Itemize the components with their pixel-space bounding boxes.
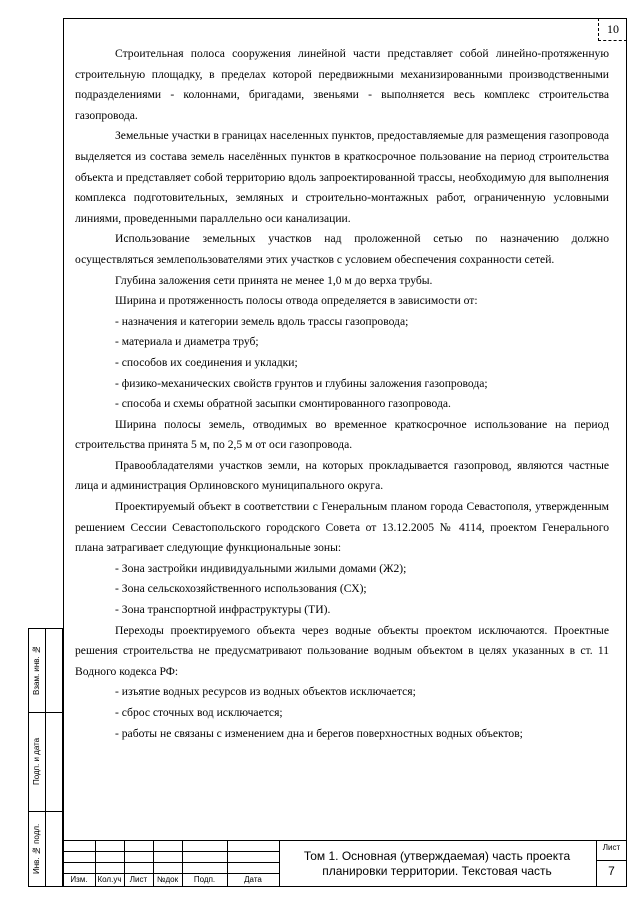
document-title-line-1: Том 1. Основная (утверждаемая) часть проекта — [303, 848, 571, 863]
side-label-podp: Подп. и дата — [32, 737, 41, 786]
list-item: - изъятие водных ресурсов из водных объектов исключается; — [115, 685, 416, 699]
document-title — [279, 840, 595, 887]
stamp-header-list: Лист — [129, 875, 148, 884]
stamp-header-koluch: Кол.уч — [97, 875, 122, 884]
sheet-number: 7 — [608, 864, 615, 878]
stamp-header-podp: Подп. — [193, 875, 216, 884]
list-item: - способов их соединения и укладки; — [115, 355, 298, 369]
stamp-grid-line — [596, 860, 627, 861]
paragraph: Ширина и протяженность полосы отвода определяется в зависимости от: — [115, 294, 478, 308]
list-item: - физико-механических свойств грунтов и глубины заложения газопровода; — [115, 376, 488, 390]
title-block-stamp — [63, 840, 627, 887]
side-stamp-value-column — [45, 628, 63, 887]
document-body — [75, 44, 609, 744]
list-item: - способа и схемы обратной засыпки смонтированного газопровода. — [115, 397, 451, 411]
stamp-header-ndok: №док — [156, 875, 179, 884]
side-stamp — [28, 628, 63, 887]
paragraph: Земельные участки в границах населенных пунктов, предоставляемые для размещения газопровода выделяется из состава земель населённых пунктов в краткосрочное пользование на период строительства объекта и представляет собой территорию вдоль запроектированной трассы, необходимую для выполнения комплекса подготовительных, земляных и строительно-монтажных работ, ограниченную условными линиями, проведенными параллельно оси канализации. — [75, 129, 609, 225]
document-title-line-2: планировки территории. Текстовая часть — [322, 863, 552, 878]
list-item: - назначения и категории земель вдоль трассы газопровода; — [115, 314, 409, 328]
page-number: 10 — [598, 18, 627, 41]
stamp-header-data: Дата — [244, 875, 262, 884]
list-item: - Зона сельскохозяйственного использования (СХ); — [115, 582, 367, 596]
paragraph: Проектируемый объект в соответствии с Генеральным планом города Севастополя, утвержденным решением Сессии Севастопольского городского Совета от 13.12.2005 № 4114, проектом Генерального плана затрагивает следующие функциональные зоны: — [75, 500, 609, 555]
paragraph: Использование земельных участков над проложенной сетью по назначению должно осуществляться землепользователями этих участков с условием обеспечения сохранности сетей. — [75, 232, 609, 266]
list-item: - Зона застройки индивидуальными жилыми домами (Ж2); — [115, 561, 407, 575]
paragraph: Правообладателями участков земли, на которых прокладывается газопровод, являются частные лица и администрация Орлиновского муниципального округа. — [75, 458, 609, 493]
paragraph: Ширина полосы земель, отводимых во временное краткосрочное использование на период строительства принята 5 м, по 2,5 м от оси газопровода. — [75, 417, 609, 452]
list-item: - Зона транспортной инфраструктуры (ТИ). — [115, 603, 331, 617]
paragraph: Строительная полоса сооружения линейной части представляет собой линейно-протяженную строительную площадку, в пределах которой передвижными механизированными производственными подразделениями - колоннами, бригадами, звеньями - выполняется весь комплекс строительства газопровода. — [75, 47, 609, 122]
list-item: - материала и диаметра труб; — [115, 335, 259, 349]
list-item: - работы не связаны с изменением дна и берегов поверхностных водных объектов; — [115, 726, 523, 740]
sheet-label: Лист — [602, 843, 621, 852]
stamp-header-izm: Изм. — [70, 875, 88, 884]
side-label-vzam: Взам. инв. № — [32, 645, 41, 695]
paragraph: Глубина заложения сети принята не менее 1,0 м до верха трубы. — [115, 273, 433, 287]
side-stamp-divider — [28, 712, 63, 713]
paragraph: Переходы проектируемого объекта через водные объекты проектом исключаются. Проектные решения строительства не предусматривают пользование водным объектом в целях указанных в ст. 11 Водного кодекса РФ: — [75, 623, 609, 678]
list-item: - сброс сточных вод исключается; — [115, 706, 283, 719]
side-label-inv: Инв. № подл. — [32, 823, 41, 875]
side-stamp-divider — [28, 811, 63, 812]
